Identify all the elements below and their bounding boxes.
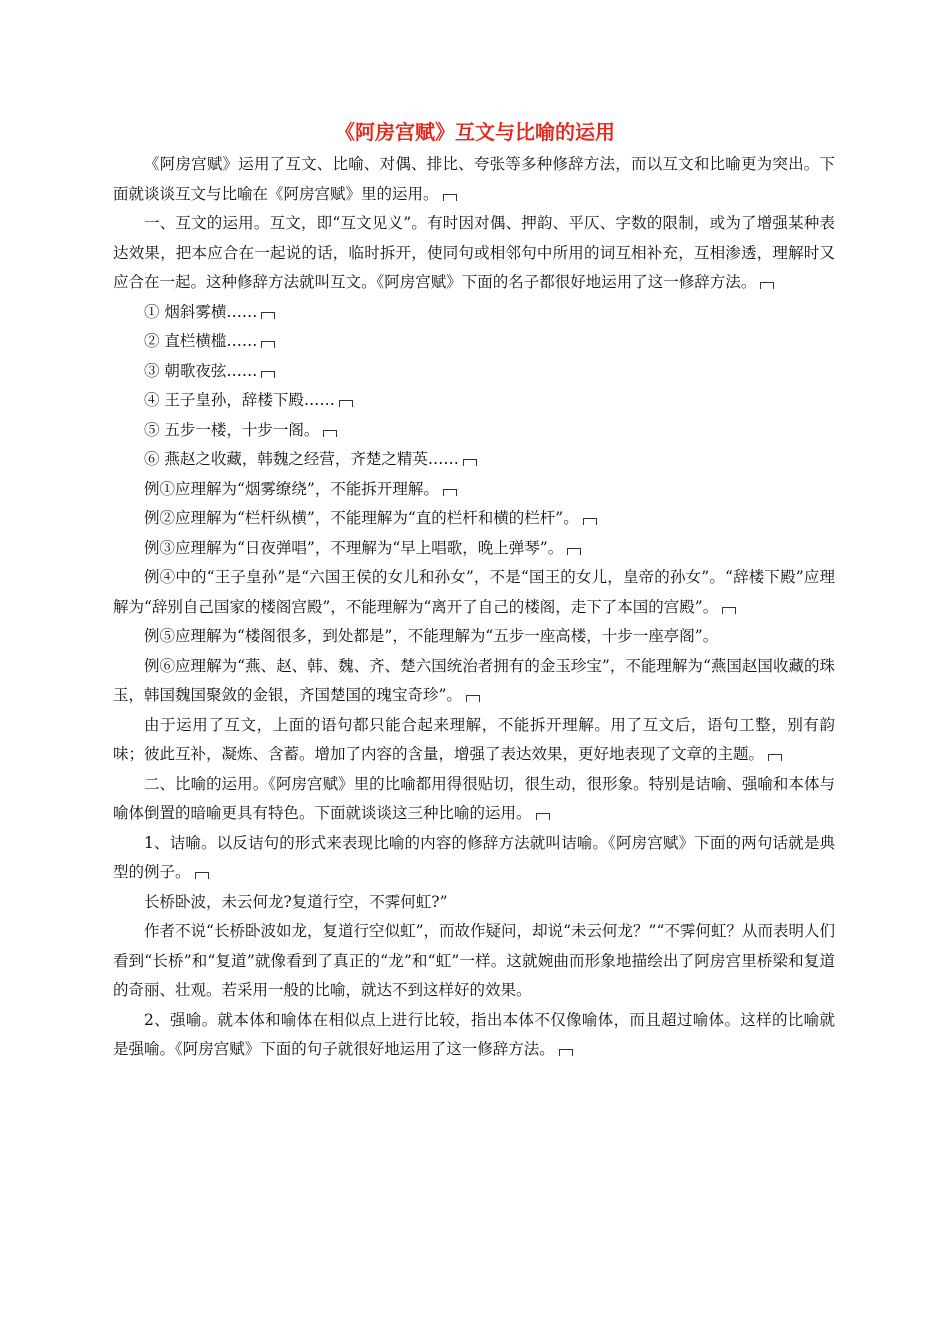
return-mark-icon	[567, 548, 581, 555]
paragraph: 二、比喻的运用。《阿房宫赋》里的比喻都用得很贴切，很生动，很形象。特别是诘喻、强喻和本体与喻体倒置的暗喻更具有特色。下面就谈谈这三种比喻的运用。	[113, 774, 835, 822]
list-item: ② 直栏横槛……	[113, 327, 835, 357]
list-item: ③ 朝歌夜弦……	[113, 357, 835, 387]
return-mark-icon	[261, 312, 275, 319]
paragraph: 2、强喻。就本体和喻体在相似点上进行比较，指出本体不仅像喻体，而且超过喻体。这样的比喻就是强喻。《阿房宫赋》下面的句子就很好地运用了这一修辞方法。	[113, 1010, 835, 1058]
return-mark-icon	[760, 282, 774, 289]
return-mark-icon	[463, 459, 477, 466]
paragraph: 例④中的“王子皇孙”是“六国王侯的女儿和孙女”，不是“国王的女儿，皇帝的孙女”。“辞楼下殿”应理解为“辞别自己国家的楼阁宫殿”，不能理解为“离开了自己的楼阁，走下了本国的宫殿”。	[113, 568, 835, 616]
paragraph: 长桥卧波，未云何龙?复道行空，不霁何虹?”	[144, 892, 448, 911]
paragraph: 1、诘喻。以反诘句的形式来表现比喻的内容的修辞方法就叫诘喻。《阿房宫赋》下面的两句话就是典型的例子。	[113, 833, 835, 881]
paragraph: 《阿房宫赋》运用了互文、比喻、对偶、排比、夸张等多种修辞方法，而以互文和比喻更为突出。下面就谈谈互文与比喻在《阿房宫赋》里的运用。	[113, 155, 835, 203]
return-mark-icon	[536, 813, 550, 820]
return-mark-icon	[768, 754, 782, 761]
return-mark-icon	[195, 872, 209, 879]
return-mark-icon	[339, 400, 353, 407]
return-mark-icon	[583, 518, 597, 525]
list-item: ⑤ 五步一楼，十步一阁。	[113, 416, 835, 446]
list-item: ④ 王子皇孙，辞楼下殿……	[113, 386, 835, 416]
return-mark-icon	[261, 341, 275, 348]
paragraph: 例⑥应理解为“燕、赵、韩、魏、齐、楚六国统治者拥有的金玉珍宝”，不能理解为“燕国赵国收藏的珠玉，韩国魏国聚敛的金银，齐国楚国的瑰宝奇珍”。	[113, 656, 835, 704]
paragraph: 例①应理解为“烟雾缭绕”，不能拆开理解。	[113, 475, 835, 505]
paragraph: 例⑤应理解为“楼阁很多，到处都是”，不能理解为“五步一座高楼，十步一座亭阁”。	[144, 627, 719, 645]
paragraph: 例②应理解为“栏杆纵横”，不能理解为“直的栏杆和横的栏杆”。	[113, 504, 835, 534]
return-mark-icon	[559, 1049, 573, 1056]
paragraph: 作者不说“长桥卧波如龙，复道行空似虹”，而故作疑问，却说“未云何龙？”“不霁何虹？从而表明人们看到“长桥”和“复道”就像看到了真正的“龙”和“虹”一样。这就婉曲而形象地描绘出了阿房宫里桥梁和复道的奇丽、壮观。若采用一般的比喻，就达不到这样好的效果。	[113, 922, 835, 999]
return-mark-icon	[443, 489, 457, 496]
return-mark-icon	[443, 194, 457, 201]
return-mark-icon	[466, 695, 480, 702]
document-title: 《阿房宫赋》互文与比喻的运用	[335, 120, 615, 144]
list-item: ⑥ 燕赵之收藏，韩魏之经营，齐楚之精英……	[113, 445, 835, 475]
return-mark-icon	[722, 607, 736, 614]
return-mark-icon	[323, 430, 337, 437]
list-item: ① 烟斜雾横……	[113, 298, 835, 328]
return-mark-icon	[261, 371, 275, 378]
paragraph: 例③应理解为“日夜弹唱”，不理解为“早上唱歌，晚上弹琴”。	[113, 534, 835, 564]
document-body	[113, 150, 835, 1065]
paragraph: 一、互文的运用。互文，即“互文见义”。有时因对偶、押韵、平仄、字数的限制，或为了增强某种表达效果，把本应合在一起说的话，临时拆开，使同句或相邻句中所用的词互相补充，互相渗透，理解时又应合在一起。这种修辞方法就叫互文。《阿房宫赋》下面的名子都很好地运用了这一修辞方法。	[113, 214, 835, 291]
paragraph: 由于运用了互文，上面的语句都只能合起来理解，不能拆开理解。用了互文后，语句工整，别有韵味；彼此互补，凝炼、含蓄。增加了内容的含量，增强了表达效果，更好地表现了文章的主题。	[113, 715, 835, 763]
